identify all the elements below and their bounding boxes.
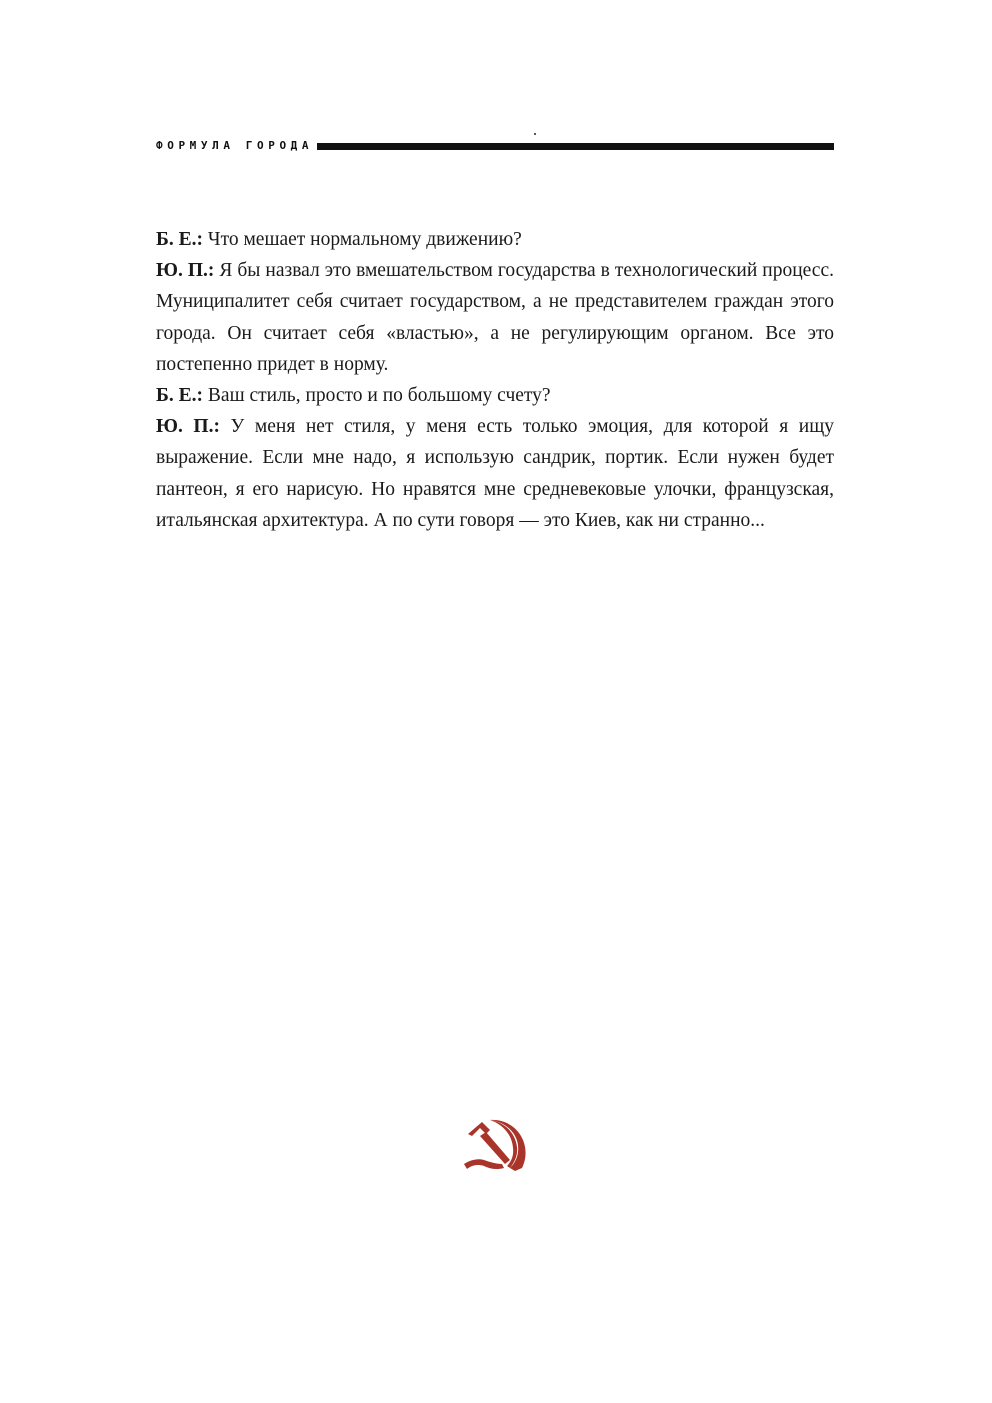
dialogue-line	[156, 224, 834, 255]
speaker-label: Б. Е.:	[156, 229, 204, 250]
header-rule	[317, 143, 834, 150]
running-head	[156, 138, 834, 154]
running-title: ФОРМУЛА ГОРОДА	[156, 139, 314, 152]
dialogue-text: У меня нет стиля, у меня есть только эмоция, для которой я ищу выражение. Если мне надо, я использую сандрик, портик. Если нужен будет пантеон, я его нарисую. Но нравятся мне средневековые улочки, французская, итальянская архитектура. А по сути говоря — это Киев, как ни странно...	[156, 416, 835, 531]
interview-text	[156, 224, 834, 536]
hammer-and-sickle-icon	[460, 1114, 530, 1174]
dialogue-text: Что мешает нормальному движению?	[207, 229, 522, 250]
speaker-label: Б. Е.:	[156, 385, 204, 407]
dialogue-text: Я бы назвал это вмешательством государства в технологический процесс. Муниципалитет себя считает государством, а не представителем граждан этого города. Он считает себя «властью», а не регулирующим органом. Все это постепенно придет в норму.	[156, 260, 834, 375]
dialogue-text: Ваш стиль, просто и по большому счету?	[207, 385, 551, 407]
dialogue-line	[156, 411, 834, 536]
speaker-label: Ю. П.:	[156, 416, 220, 438]
speaker-label: Ю. П.:	[156, 260, 215, 282]
speck	[534, 133, 536, 135]
dialogue-line	[156, 255, 834, 380]
dialogue-line	[156, 380, 834, 411]
